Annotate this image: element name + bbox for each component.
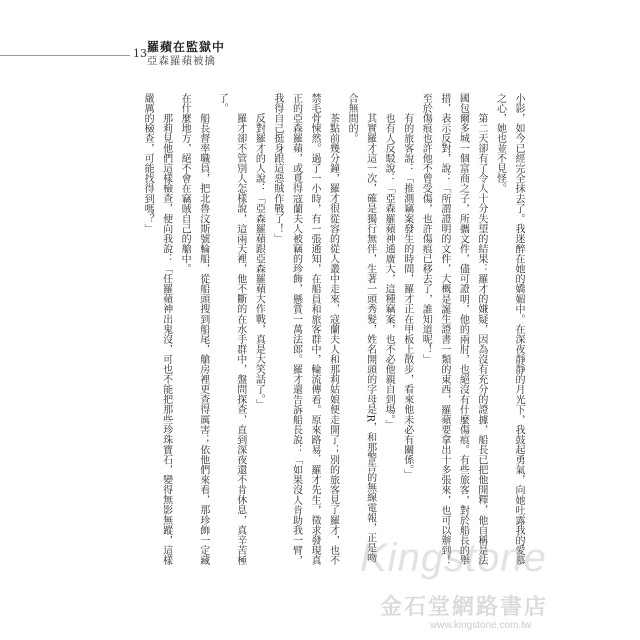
chapter-title: 亞森羅蘋被擒 — [147, 55, 216, 67]
text-column: 有的旅客說：「推測竊案發生的時間，羅才正在甲板上散步，看來他未必有關係。」 — [401, 113, 413, 480]
text-column: 羅才卻不管別人怎樣說，這兩天裡，他不斷的在水手群中，盤問探查，直到深夜還不肯休息，真辛苦極 — [234, 113, 246, 566]
text-column: 小影，如今已經完全抹去了。我迷醉在她的嬌媚中。在深夜靜靜的月光下，我鼓起勇氣，向她吐露我的愛慕 — [513, 93, 524, 566]
text-column: 那莉見他們這樣檢查，便向我說：「任羅蘋神出鬼沒，可也不能把那些珍珠寶石，變得無影無蹤，這樣 — [160, 113, 172, 566]
text-column: 我得自己挺身跟這惡賊作戰了！」 — [271, 93, 283, 244]
watermark-logo: Kingstone — [360, 536, 547, 580]
text-column: 反對羅才的人說：「亞森羅蘋跟亞森羅蘋大作戰，真是大笑話了。」 — [253, 113, 265, 410]
page-body-text — [117, 93, 527, 571]
text-column: 至於傷痕也許他不曾受傷，也許傷痕已移去了，誰知道呢！」 — [420, 93, 432, 365]
page-number: 13 — [133, 47, 147, 60]
text-column: 第二天卻有了令人十分失望的結果：羅才的嫌疑，因為沒有充分的證據，船長已把他開釋，他自稱是法 — [475, 113, 487, 566]
text-column: 其實羅才這一次，確是獨行無伴，生著一頭秀髮，姓名開頭的字母是R，和那警告的無線電報，正是吻 — [364, 113, 376, 563]
text-column: 禁毛骨悚然。過了一小時，有一張通知，在船員和旅客群中，輪流傳看。原來路易．羅才先生，徵求發現真 — [308, 93, 320, 566]
text-column: 茶點前幾分鐘，羅才很從容的從人叢中走來，寇蘭夫人和那莉姑娘便走開了；別的旅客見了羅才，也不 — [327, 113, 339, 566]
text-column: 船長督率職員，把北魯汶斯號輪船，從船頭搜到船尾，艙房裡更查得厲害；依他們來看，那珍飾一定藏 — [197, 113, 209, 566]
header-rule — [0, 55, 130, 56]
text-column: 在什麼地方，絕不會在竊賊自己的艙中。 — [179, 93, 191, 274]
text-column: 嚴厲的檢查，可能找得到嗎？」 — [142, 93, 154, 234]
text-column: 了。 — [216, 93, 228, 114]
text-column: 合無間的。 — [346, 93, 358, 144]
watermark-url: www.kingstone.com.tw — [430, 620, 532, 631]
text-column: 國包爾多城一個富商之子，所攜文件，儘可證明，他的兩肘，也絕沒有什麼傷痕。有些旅客，對於船長的舉 — [457, 93, 469, 566]
text-column: 之心，她也並不見怪。 — [494, 93, 506, 194]
book-title: 羅蘋在監獄中 — [147, 40, 226, 54]
text-column: 也有人反駁說：「亞森羅蘋神通廣大，這種竊案，也不必他親自到場。」 — [383, 113, 395, 430]
text-column: 措，表示反對，說：「所謂證明的文件，大概是誕生證書一類的東西，羅蘋要拿出十多張來，也可以辦到！ — [438, 93, 450, 566]
text-column: 正的亞森羅蘋，或覓得寇蘭夫人被竊的珍飾，懸賞一萬法郎。羅才還告訴船長說：「如果沒人肯助我一臂， — [290, 93, 302, 566]
watermark-store: 金石堂網路書店 — [380, 594, 549, 620]
